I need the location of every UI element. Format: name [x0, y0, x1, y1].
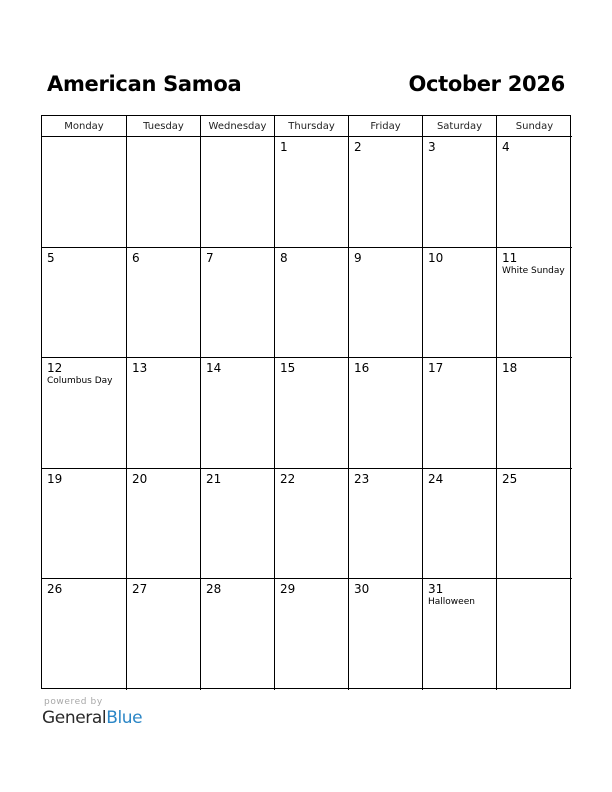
country-title: American Samoa — [47, 72, 242, 96]
weekday-header-saturday: Saturday — [423, 116, 497, 137]
day-cell — [349, 579, 423, 690]
day-cell — [42, 579, 127, 690]
holiday-label: White Sunday — [502, 265, 565, 276]
day-cell — [275, 579, 349, 690]
day-cell — [497, 137, 572, 248]
day-number: 26 — [47, 582, 63, 597]
day-number: 12 — [47, 361, 63, 376]
day-cell — [127, 137, 201, 248]
day-number: 23 — [354, 471, 370, 486]
brand-general: General — [42, 708, 107, 728]
day-cell — [42, 248, 127, 359]
day-number: 30 — [354, 582, 370, 597]
day-cell — [497, 579, 572, 690]
day-cell — [42, 137, 127, 248]
day-cell — [127, 358, 201, 469]
day-cell — [423, 358, 497, 469]
day-cell — [349, 248, 423, 359]
holiday-label: Halloween — [428, 597, 475, 608]
day-number: 13 — [132, 361, 148, 376]
brand-blue: Blue — [106, 708, 143, 728]
weekday-header-friday: Friday — [349, 116, 423, 137]
day-number: 24 — [428, 471, 444, 486]
day-cell — [275, 469, 349, 580]
weekday-header-tuesday: Tuesday — [127, 116, 201, 137]
month-year-title: October 2026 — [408, 72, 565, 96]
day-number: 28 — [206, 582, 222, 597]
day-number: 8 — [280, 250, 288, 265]
day-number: 31 — [428, 582, 444, 597]
weekday-header-monday: Monday — [42, 116, 127, 137]
day-number: 14 — [206, 361, 222, 376]
day-cell — [275, 137, 349, 248]
holiday-label: Columbus Day — [47, 376, 113, 387]
powered-by-text: powered by — [44, 697, 103, 707]
day-number: 9 — [354, 250, 362, 265]
day-cell — [127, 469, 201, 580]
day-number: 16 — [354, 361, 370, 376]
day-number: 15 — [280, 361, 296, 376]
day-number: 27 — [132, 582, 148, 597]
day-number: 4 — [502, 140, 510, 154]
footer-branding — [42, 697, 142, 728]
day-cell — [127, 579, 201, 690]
day-cell — [42, 358, 127, 469]
calendar-grid — [41, 115, 571, 689]
day-cell — [201, 358, 275, 469]
day-number: 17 — [428, 361, 444, 376]
day-cell — [349, 137, 423, 248]
day-cell — [201, 469, 275, 580]
day-cell — [423, 469, 497, 580]
day-number: 7 — [206, 250, 214, 265]
day-number: 11 — [502, 250, 518, 265]
day-cell — [349, 358, 423, 469]
day-number: 18 — [502, 361, 518, 376]
generalblue-logo[interactable] — [42, 708, 142, 728]
day-cell — [201, 579, 275, 690]
day-cell — [201, 137, 275, 248]
day-cell — [349, 469, 423, 580]
day-number: 3 — [428, 140, 436, 154]
day-cell — [201, 248, 275, 359]
day-number: 29 — [280, 582, 296, 597]
day-cell — [275, 358, 349, 469]
day-number: 6 — [132, 250, 140, 265]
weekday-header-sunday: Sunday — [497, 116, 572, 137]
day-cell — [497, 358, 572, 469]
day-cell — [275, 248, 349, 359]
day-cell — [497, 469, 572, 580]
weekday-header-thursday: Thursday — [275, 116, 349, 137]
day-number: 5 — [47, 250, 55, 265]
day-number: 2 — [354, 140, 362, 154]
day-cell — [497, 248, 572, 359]
day-cell — [423, 579, 497, 690]
weekday-header-wednesday: Wednesday — [201, 116, 275, 137]
day-cell — [423, 137, 497, 248]
day-number: 20 — [132, 471, 148, 486]
day-cell — [423, 248, 497, 359]
day-number: 10 — [428, 250, 444, 265]
day-cell — [127, 248, 201, 359]
day-number: 1 — [280, 140, 288, 154]
day-number: 19 — [47, 471, 63, 486]
day-number: 22 — [280, 471, 296, 486]
day-cell — [42, 469, 127, 580]
day-number: 25 — [502, 471, 518, 486]
day-number: 21 — [206, 471, 222, 486]
